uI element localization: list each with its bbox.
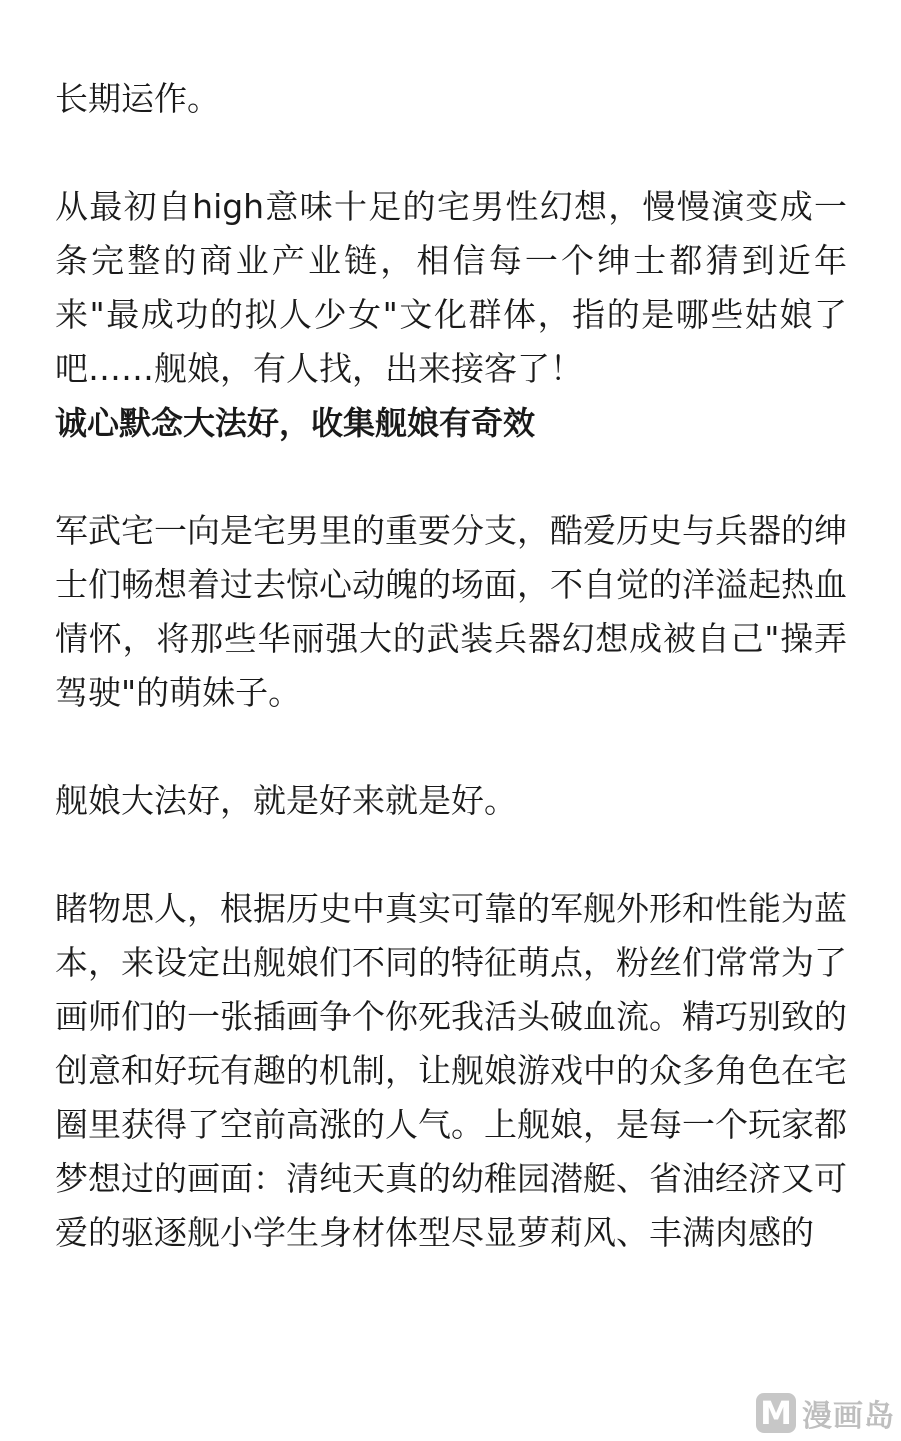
- paragraph-2: 从最初自high意味十足的宅男性幻想，慢慢演变成一条完整的商业产业链，相信每一个绅士都猜到近年来"最成功的拟人少女"文化群体，指的是哪些姑娘了吧……舰娘，有人找，出来接客了！: [55, 187, 847, 388]
- watermark: [756, 1391, 895, 1435]
- watermark-text: 漫画岛: [802, 1399, 895, 1434]
- paragraph-5: 睹物思人，根据历史中真实可靠的军舰外形和性能为蓝本，来设定出舰娘们不同的特征萌点，粉丝们常常为了画师们的一张插画争个你死我活头破血流。精巧别致的创意和好玩有趣的机制，让舰娘游戏中的众多角色在宅圈里获得了空前高涨的人气。上舰娘，是每一个玩家都梦想过的画面：清纯天真的幼稚园潜艇、省油经济又可爱的驱逐舰小学生身材体型尽显萝莉风、丰满肉感的: [55, 889, 847, 1252]
- paragraph-4: 舰娘大法好，就是好来就是好。: [55, 781, 517, 820]
- paragraph-3: 军武宅一向是宅男里的重要分支，酷爱历史与兵器的绅士们畅想着过去惊心动魄的场面，不自觉的洋溢起热血情怀，将那些华丽强大的武装兵器幻想成被自己"操弄驾驶"的萌妹子。: [55, 511, 847, 712]
- paragraph-1: 长期运作。: [55, 79, 220, 118]
- watermark-logo-icon: M: [756, 1393, 796, 1433]
- article-body: [55, 72, 847, 1260]
- section-heading: 诚心默念大法好，收集舰娘有奇效: [55, 404, 536, 442]
